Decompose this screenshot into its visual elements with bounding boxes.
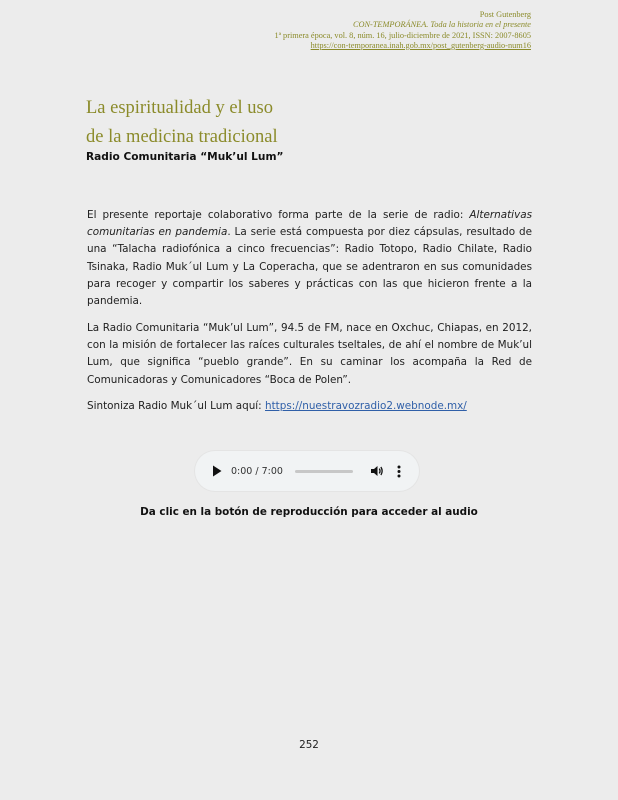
series-name: Alternativas comunitarias en pandemia xyxy=(87,209,532,239)
audio-player xyxy=(195,451,419,491)
header-issue-info: 1ª primera época, vol. 8, núm. 16, julio-diciembre de 2021, ISSN: 2007-8605 xyxy=(274,30,531,40)
article-author: Radio Comunitaria “Muk’ul Lum” xyxy=(86,151,284,163)
header-section: Post Gutenberg xyxy=(479,10,531,19)
paragraph-tune-in xyxy=(87,398,532,415)
audio-time-display: 0:00 / 7:00 xyxy=(231,465,283,477)
paragraph-radio-description: La Radio Comunitaria “Muk’ul Lum”, 94.5 de FM, nace en Oxchuc, Chiapas, en 2012, con la misión de fortalecer las raíces culturales tseltales, de ahí el nombre de Muk’ul Lum, que significa “pueblo grande”. En su caminar los acompaña la Red de Comunicadoras y Comunicadores “Boca de Polen”. xyxy=(87,322,532,386)
paragraph-intro-end: . La serie está compuesta por diez cápsulas, resultado de una “Talacha radiofónica a cinco frecuencias”: Radio Totopo, Radio Chilate, Radio Tsinaka, Radio Muk´ul Lum y La Coperacha, que se adentraron en sus comunidades para recoger y compartir los saberes y prácticas con las que hicieron frente a la pandemia. xyxy=(87,226,532,308)
journal-header xyxy=(275,10,531,51)
header-url-link[interactable]: https://con-temporanea.inah.gob.mx/post_gutenberg-audio-num16 xyxy=(310,40,531,50)
paragraph-intro-start: El presente reportaje colaborativo forma parte de la serie de radio: xyxy=(87,209,470,221)
radio-website-link[interactable]: https://nuestravozradio2.webnode.mx/ xyxy=(265,400,467,412)
article-title-line2: de la medicina tradicional xyxy=(86,126,278,147)
header-journal-name: CON-TEMPORÁNEA. Toda la historia en el presente xyxy=(353,20,531,30)
audio-progress-slider[interactable] xyxy=(295,470,353,473)
volume-icon[interactable] xyxy=(369,463,385,479)
play-icon[interactable] xyxy=(209,463,225,479)
more-vertical-icon[interactable] xyxy=(393,463,405,479)
article-title-line1: La espiritualidad y el uso xyxy=(86,98,274,118)
tune-in-label: Sintoniza Radio Muk´ul Lum aquí: xyxy=(87,400,265,412)
paragraph-intro xyxy=(87,207,532,310)
audio-caption: Da clic en la botón de reproducción para acceder al audio xyxy=(140,506,478,518)
page-number: 252 xyxy=(299,739,319,751)
article-title xyxy=(86,94,278,151)
